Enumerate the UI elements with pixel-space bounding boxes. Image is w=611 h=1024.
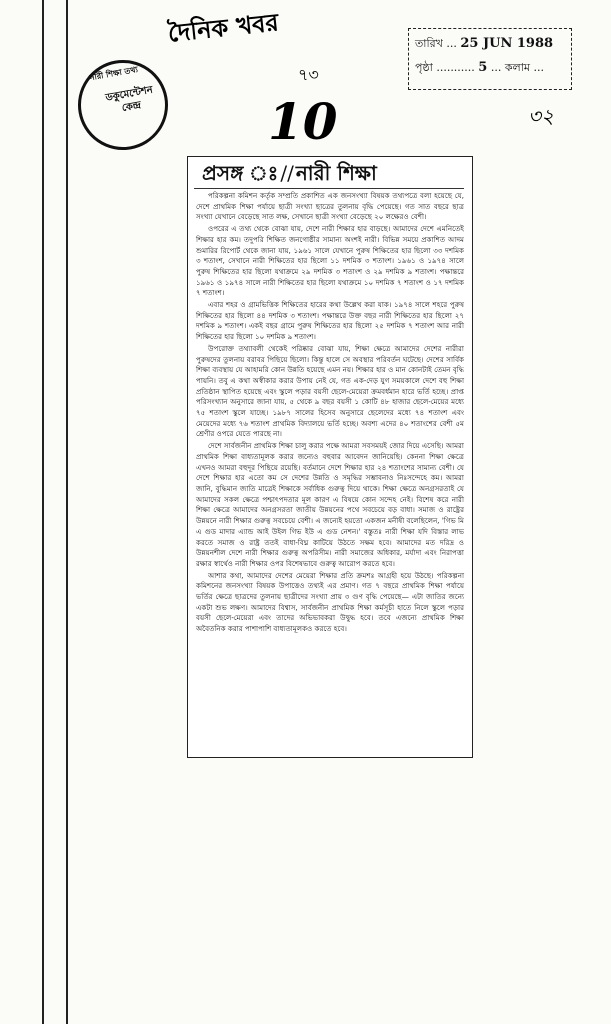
- newspaper-clipping: [187, 156, 473, 758]
- article-paragraph-5: দেশে সার্বজনীন প্রাথমিক শিক্ষা চালু করার পক্ষে আমরা সবসময়ই জোর দিয়ে এসেছি। আমরা প্রাথমিক শিক্ষা বাধ্যতামূলক করার জন্যেও বহুবার আবেদন জানিয়েছি। কেননা শিক্ষা ক্ষেত্রে এখনও আমরা বহুদূর পিছিয়ে রয়েছি। বর্তমানে দেশে শিক্ষার হার ২৪ শতাংশের সামান্য বেশী। যে দেশে শিক্ষার হার এতো কম সে দেশের উন্নতি ও সমৃদ্ধির সম্ভাবনাও নিঃসন্দেহে কম। আমরা জানি, বুদ্ধিমান জাতি মাত্রেই শিক্ষাকে সর্বাধিক গুরুত্ব দিয়ে থাকে। শিক্ষা ক্ষেত্রে অনগ্রসরতাই যে আমাদের সকল ক্ষেত্রে পশ্চাৎপদতার মূল কারণ এ বিষয়ে কোন সন্দেহ নেই। বিশেষ করে নারী শিক্ষা ক্ষেত্রে আমাদের অনগ্রসরতা জাতীয় উন্নয়নের পথে সবচেয়ে বড় বাধা। সমাজ ও রাষ্ট্রের উন্নয়নে নারী শিক্ষার গুরুত্ব সবচেয়ে বেশী। এ জন্যেই হয়তো একজন মনীষী বলেছিলেন, 'গিভ মি এ গুড মাদার এ্যান্ড আই উইল গিভ ইউ এ গুড নেশন।' বস্তুতঃ নারী শিক্ষা যদি বিস্তার লাভ করতে সমাজ ও রাষ্ট্র ততই বাধা-বিঘ্ন কাটিয়ে উঠতে সক্ষম হবে। আমাদের মত দরিদ্র ও উন্নয়নশীল দেশে নারী শিক্ষার গুরুত্ব অপরিসীম। নারী সমাজের অধিকার, মর্যাদা এবং নিরাপত্তা রক্ষার স্বার্থেও নারী শিক্ষার ওপর বিশেষভাবে গুরুত্ব আরোপ করতে হবে।: [196, 441, 464, 568]
- article-paragraph-4: উপরোক্ত তথ্যাবলী থেকেই পরিষ্কার বোঝা যায়, শিক্ষা ক্ষেত্রে আমাদের দেশের নারীরা পুরুষদের তুলনায় বরাবর পিছিয়ে ছিলো। কিন্তু হালে সে অবস্থার পরিবর্তন ঘটেছে। দেশের সার্বিক শিক্ষা ব্যবস্থায় যে আহামরি কোন উন্নতি হয়েছে এমন নয়। শিক্ষার হার ও মান কোনটাই তেমন বৃদ্ধি পায়নি। তবু এ কথা অস্বীকার করার উপায় নেই যে, গত এক-দেড় যুগ সময়কালে দেশে বহু শিক্ষা প্রতিষ্ঠান স্থাপিত হয়েছে এবং স্কুলে পড়ার বয়সী ছেলে-মেয়েরা ক্রমবর্ধমান হারে ভর্তি হচ্ছে। প্রাপ্ত পরিসংখ্যান অনুসারে জানা যায়, ৫ থেকে ৯ বছর বয়সী ১ কোটি ৪৮ হাজার ছেলে-মেয়ের মধ্যে ৭৫ শতাংশ স্কুলে যাচ্ছে। ১৯৮৭ সালের হিসেব অনুসারে ছেলেদের মধ্যে ৭৪ শতাংশ এবং মেয়েদের মধ্যে ৭৬ শতাংশ প্রাথমিক বিদ্যালয়ে ভর্তি হচ্ছে। অবশ্য এদের ৪০ শতাংশের বেশী ৫ম শ্রেণীর ওপরে যেতে পারছে না।: [196, 343, 464, 439]
- article-paragraph-3: এবার শহর ও গ্রামভিত্তিক শিক্ষিতের হারের কথা উল্লেখ করা যাক। ১৯৭৪ সালে শহরে পুরুষ শিক্ষিতের হার ছিলো ৪৪ দশমিক ৩ শতাংশ। পক্ষান্তরে উক্ত বছর নারী শিক্ষিতের হার ছিলো ২৭ দশমিক ৯ শতাংশ। একই বছর গ্রামে পুরুষ শিক্ষিতের হার ছিলো ২৫ দশমিক ৭ শতাংশ আর নারী শিক্ষিতের হার ছিলো ১০ দশমিক ৯ শতাংশ।: [196, 300, 464, 342]
- stamp-center-text: ডকুমেন্টেশন কেন্দ্র: [104, 84, 154, 115]
- headline-prefix: প্রসঙ্গ ঃ: [202, 161, 279, 185]
- documentation-stamp: [71, 53, 175, 157]
- binding-line-left: [42, 0, 44, 1024]
- date-label: তারিখ: [415, 37, 443, 50]
- page-value: 5: [478, 60, 488, 75]
- column-label: কলাম: [504, 61, 531, 74]
- headline-rule: [194, 188, 464, 189]
- headline-main: নারী শিক্ষা: [295, 161, 377, 185]
- page-number-small: ৭৩: [298, 65, 319, 84]
- corner-number: ৩২: [528, 104, 555, 128]
- article-paragraph-2: ওপরের এ তথ্য থেকে বোঝা যায়, দেশে নারী শিক্ষার হার বাড়ছে। আমাদের দেশে এমনিতেই শিক্ষার হার কম। তদুপরি শিক্ষিত জনগোষ্ঠীর সামান্য অংশই নারী। বিভিন্ন সময়ে প্রকাশিত আদম শুমারির রিপোর্ট থেকে জানা যায়, ১৯৬১ সালে যেখানে পুরুষ শিক্ষিতের হার ছিলো ৩৩ দশমিক ৩ শতাংশ, সেখানে নারী শিক্ষিতের হার ছিলো ১১ দশমিক ৩ শতাংশ। ১৯৬১ ও ১৯৭৪ সালে পুরুষ শিক্ষিতের হার ছিলো যথাক্রমে ২৯ দশমিক ৩ শতাংশ ও ২৯ দশমিক ৯ শতাংশ। পক্ষান্তরে ১৯৬১ ও ১৯৭৪ সালে নারী শিক্ষিতের হার ছিলো যথাক্রমে ১০ দশমিক ৭ শতাংশ ও ১৭ দশমিক ৭ শতাংশ।: [196, 224, 464, 298]
- binding-line-right: [66, 0, 68, 1024]
- newspaper-name: দৈনিক খবর: [166, 7, 280, 48]
- article-body: [196, 191, 464, 636]
- page-label: পৃষ্ঠা: [415, 61, 433, 74]
- folio-number: 10: [268, 92, 338, 151]
- article-paragraph-6: আশার কথা, আমাদের দেশের মেয়েরা শিক্ষার প্রতি ক্রমশঃ আগ্রহী হয়ে উঠছে। পরিকল্পনা কমিশনের জনসংখ্যা বিষয়ক উপাত্তেও তথ্যই এর প্রমাণ। গত ৭ বছরে প্রাথমিক শিক্ষা পর্যায়ে ভর্তির ক্ষেত্রে ছাত্রদের তুলনায় ছাত্রীদের সংখ্যা প্রায় ৩ গুণ বৃদ্ধি পেয়েছে— এটা জাতির জন্যে একটা শুভ লক্ষণ। আমাদের বিশ্বাস, সার্বজনীন প্রাথমিক শিক্ষা কর্মসূচী হাতে নিলে স্কুলে পড়ার বয়সী ছেলে-মেয়েরা এবং তাদের অভিভাবকরা উদ্বুদ্ধ হবে। তবে এজন্যে প্রাথমিক শিক্ষা অবৈতনিক করার পাশাপাশি বাধ্যতামূলকও করতে হবে।: [196, 570, 464, 634]
- article-headline: প্রসঙ্গ ঃ // নারী শিক্ষা: [202, 161, 377, 185]
- date-box: তারিখ ... 25 JUN 1988 পৃষ্ঠা ........... 5 ... কলাম ...: [408, 28, 572, 90]
- article-paragraph-1: পরিকল্পনা কমিশন কর্তৃক সম্প্রতি প্রকাশিত এক জনসংখ্যা বিষয়ক তথ্যপত্রে বলা হয়েছে যে, দেশে প্রাথমিক শিক্ষা পর্যায়ে ছাত্রী সংখ্যা ছাত্রের তুলনায় বৃদ্ধি পেয়েছে। গত সাত বছরে ছাত্র সংখ্যা যেখানে বেড়েছে সাত লক্ষ, সেখানে ছাত্রী সংখ্যা বেড়েছে ২০ লক্ষেরও বেশী।: [196, 191, 464, 222]
- stamp-arc-text: নারী শিক্ষা তথ্য: [88, 63, 139, 83]
- date-value: 25 JUN 1988: [460, 36, 554, 51]
